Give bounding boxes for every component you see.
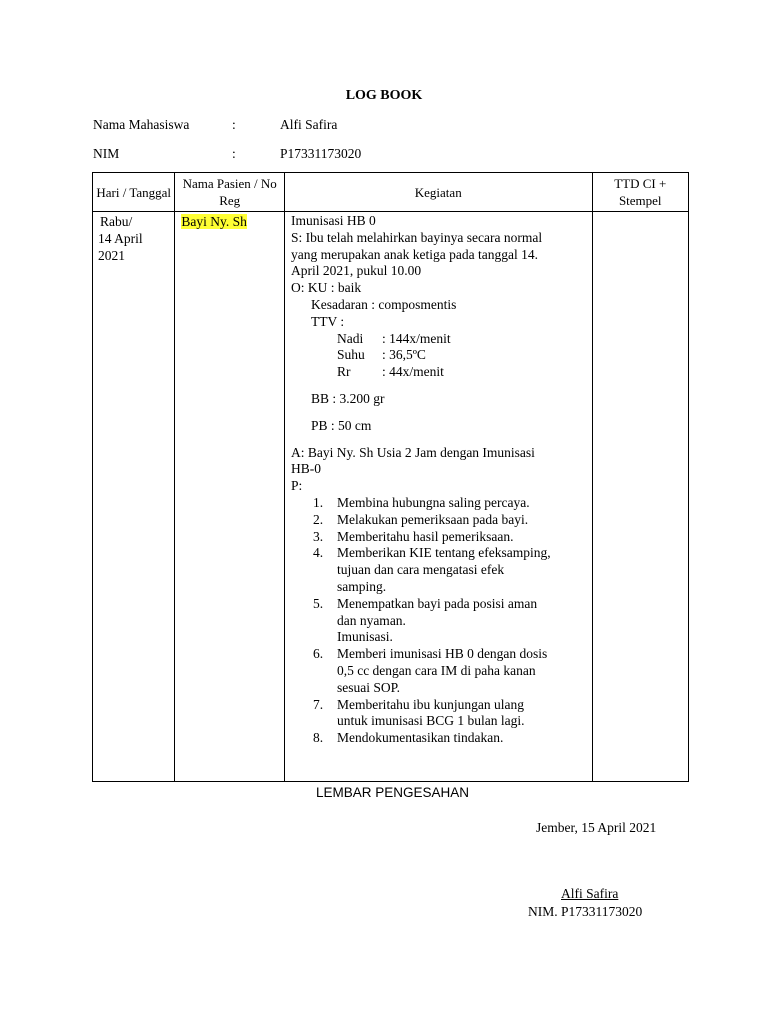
- vital-row: [337, 364, 588, 381]
- date-line: 14 April: [98, 231, 143, 246]
- vital-value: : 144x/menit: [381, 330, 451, 346]
- patient-name: Bayi Ny. Sh: [181, 214, 247, 229]
- patient-cell: [175, 212, 285, 782]
- approval-title: LEMBAR PENGESAHAN: [315, 785, 470, 800]
- plan-item: 8. Mendokumentasikan tindakan.: [312, 730, 504, 746]
- vital-label: Nadi: [336, 330, 364, 346]
- vital-row: [337, 347, 588, 364]
- student-nim-colon: :: [232, 146, 236, 161]
- plan-item: 7. Memberitahu ibu kunjungan ulang untuk imunisasi BCG 1 bulan lagi.: [312, 696, 525, 729]
- student-nim-value: P17331173020: [280, 146, 362, 161]
- plan-item: 5. Menempatkan bayi pada posisi aman dan nyaman. Imunisasi.: [312, 595, 538, 645]
- vital-label: Rr: [336, 364, 351, 380]
- vital-value: : 44x/menit: [381, 364, 444, 380]
- date-line: Rabu/: [100, 214, 133, 229]
- student-name-colon: :: [232, 117, 236, 132]
- activity-title: Imunisasi HB 0: [290, 213, 376, 228]
- assessment-line: HB-0: [290, 461, 321, 477]
- place-date: Jember, 15 April 2021: [536, 820, 657, 835]
- vitals-list: [291, 331, 588, 381]
- signer-name: Alfi Safira: [561, 886, 619, 901]
- signature-cell: [592, 212, 689, 782]
- student-nim-label: NIM: [93, 146, 120, 161]
- activity-cell: [284, 212, 592, 782]
- header-date: Hari / Tanggal: [93, 173, 175, 212]
- subjective-line: April 2021, pukul 10.00: [290, 263, 422, 279]
- student-name-value: Alfi Safira: [280, 117, 338, 132]
- objective-line: O: KU : baik: [290, 280, 362, 296]
- date-line: 2021: [98, 248, 125, 263]
- plan-item: 6. Memberi imunisasi HB 0 dengan dosis 0,5 cc dengan cara IM di paha kanan sesuai SOP.: [312, 646, 548, 695]
- plan-list: [291, 495, 588, 747]
- plan-item: 2. Melakukan pemeriksaan pada bayi.: [312, 511, 529, 527]
- plan-item: 1. Membina hubungna saling percaya.: [312, 494, 530, 510]
- signer-nim: NIM. P17331173020: [528, 904, 643, 919]
- header-activity: Kegiatan: [284, 173, 592, 212]
- plan-item: 4. Memberikan KIE tentang efeksamping, tujuan dan cara mengatasi efek samping.: [312, 545, 551, 594]
- header-patient: Nama Pasien / No Reg: [175, 173, 285, 212]
- pb-line: PB : 50 cm: [310, 417, 372, 433]
- vital-value: : 36,5ºC: [381, 347, 426, 363]
- vital-label: Suhu: [336, 347, 365, 363]
- plan-label: P:: [290, 478, 303, 494]
- table-header-row: [93, 173, 689, 212]
- student-name-label: Nama Mahasiswa: [93, 117, 190, 132]
- subjective-line: yang merupakan anak ketiga pada tanggal 14.: [290, 246, 538, 262]
- table-row: [93, 212, 689, 782]
- date-cell: [93, 212, 175, 782]
- kesadaran-line: Kesadaran : composmentis: [310, 296, 457, 312]
- bb-line: BB : 3.200 gr: [310, 390, 385, 406]
- document-title: LOG BOOK: [345, 88, 423, 103]
- ttv-line: TTV :: [310, 313, 345, 329]
- vital-row: [337, 331, 588, 348]
- plan-item: 3. Memberitahu hasil pemeriksaan.: [312, 528, 514, 544]
- subjective-line: S: Ibu telah melahirkan bayinya secara normal: [290, 229, 543, 245]
- log-table: [92, 172, 689, 782]
- assessment-line: A: Bayi Ny. Sh Usia 2 Jam dengan Imunisasi: [290, 444, 535, 460]
- header-signature: TTD CI + Stempel: [592, 173, 689, 212]
